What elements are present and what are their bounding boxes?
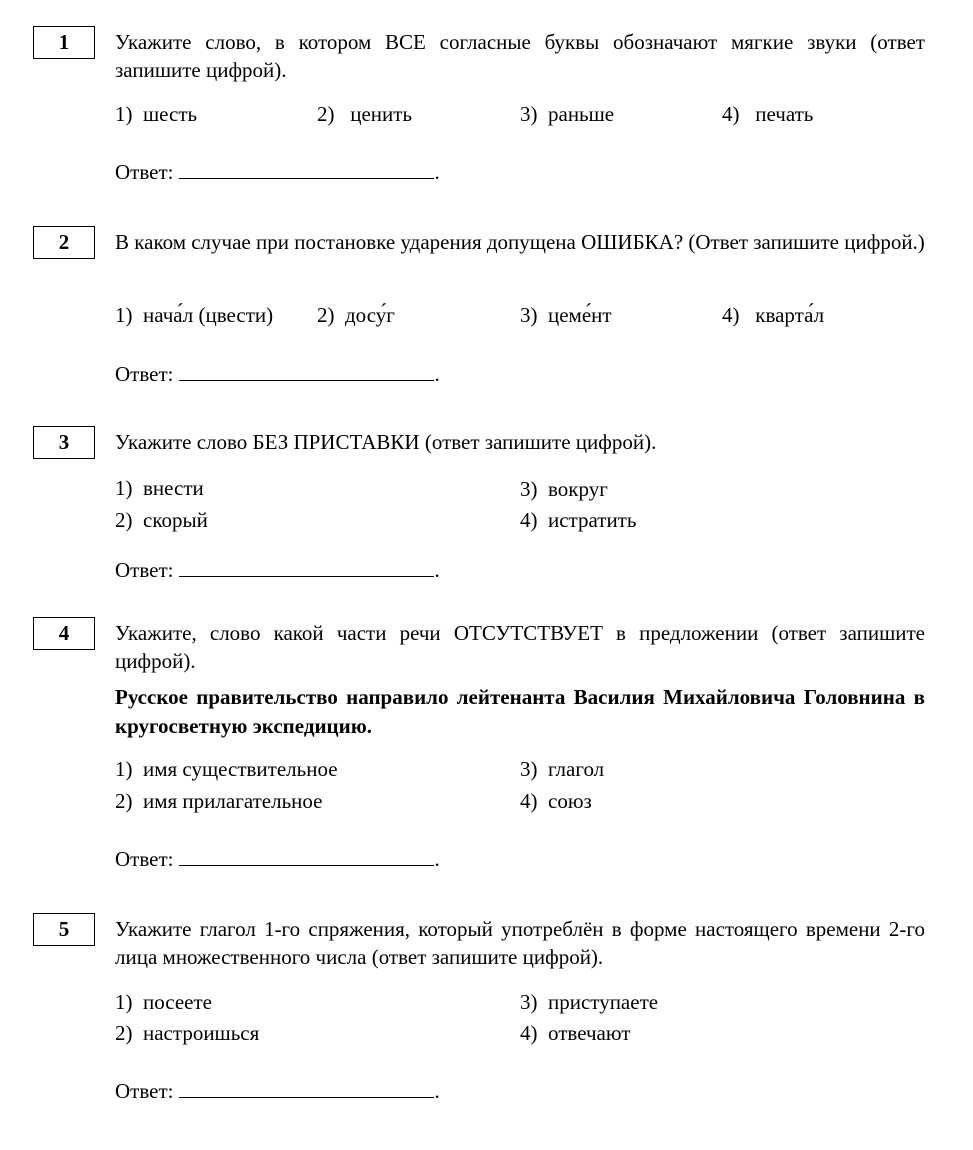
task-number-box: 3 xyxy=(33,426,95,459)
option-number: 4) xyxy=(520,1021,538,1045)
option-2[interactable] xyxy=(115,506,208,534)
task-question: Укажите глагол 1-го спряжения, который употреблён в форме настоящего времени 2-го лица множественного числа (ответ запишите цифрой). xyxy=(115,917,925,969)
option-3[interactable] xyxy=(520,475,608,503)
option-2[interactable] xyxy=(115,787,322,815)
option-text: шесть xyxy=(143,102,198,126)
option-2[interactable] xyxy=(317,301,395,329)
option-text: внести xyxy=(143,476,204,500)
option-number: 4) xyxy=(722,303,740,327)
option-text: раньше xyxy=(548,102,615,126)
answer-label: Ответ: xyxy=(115,558,174,582)
example-sentence: Русское правительство направило лейтенанта Василия Михайловича Головнина в кругосветную экспедицию. xyxy=(115,685,925,738)
option-number: 1) xyxy=(115,757,133,781)
task-number-box: 5 xyxy=(33,913,95,946)
option-number: 1) xyxy=(115,303,133,327)
task-number-box: 2 xyxy=(33,226,95,259)
option-text: приступаете xyxy=(548,990,659,1014)
answer-field[interactable]: Ответ: . xyxy=(115,1079,440,1103)
option-text: посеете xyxy=(143,990,212,1014)
option-1[interactable] xyxy=(115,755,338,783)
option-1[interactable] xyxy=(115,988,212,1016)
option-text: нача́л (цвести) xyxy=(143,303,274,327)
task-question: Укажите слово БЕЗ ПРИСТАВКИ (ответ запишите цифрой). xyxy=(115,430,657,454)
task-question: В каком случае при постановке ударения допущена ОШИБКА? (Ответ запишите цифрой.) xyxy=(115,230,925,254)
option-number: 2) xyxy=(317,102,335,126)
option-3[interactable] xyxy=(520,755,604,783)
option-number: 2) xyxy=(317,303,335,327)
option-number: 2) xyxy=(115,789,133,813)
option-number: 3) xyxy=(520,303,538,327)
answer-field[interactable]: Ответ: . xyxy=(115,160,440,184)
option-4[interactable] xyxy=(722,301,824,329)
option-text: союз xyxy=(548,789,592,813)
option-text: цеме́нт xyxy=(548,303,612,327)
option-text: ценить xyxy=(350,102,413,126)
task-number-box: 1 xyxy=(33,26,95,59)
option-number: 4) xyxy=(520,508,538,532)
option-number: 3) xyxy=(520,990,538,1014)
option-2[interactable] xyxy=(115,1019,259,1047)
option-text: истратить xyxy=(548,508,637,532)
option-3[interactable] xyxy=(520,100,614,128)
option-text: печать xyxy=(755,102,814,126)
option-1[interactable] xyxy=(115,301,273,329)
option-number: 3) xyxy=(520,102,538,126)
option-4[interactable] xyxy=(520,787,592,815)
option-number: 1) xyxy=(115,476,133,500)
answer-line[interactable] xyxy=(179,845,434,866)
option-text: имя существительное xyxy=(143,757,338,781)
option-text: глагол xyxy=(548,757,605,781)
option-text: досу́г xyxy=(345,303,395,327)
answer-line[interactable] xyxy=(179,158,434,179)
option-4[interactable] xyxy=(520,1019,630,1047)
answer-label: Ответ: xyxy=(115,362,174,386)
answer-label: Ответ: xyxy=(115,1079,174,1103)
task-number-box: 4 xyxy=(33,617,95,650)
option-number: 4) xyxy=(520,789,538,813)
answer-label: Ответ: xyxy=(115,160,174,184)
answer-line[interactable] xyxy=(179,1077,434,1098)
answer-field[interactable]: Ответ: . xyxy=(115,847,440,871)
option-number: 1) xyxy=(115,102,133,126)
answer-line[interactable] xyxy=(179,360,434,381)
option-text: кварта́л xyxy=(755,303,825,327)
option-number: 3) xyxy=(520,757,538,781)
option-number: 2) xyxy=(115,1021,133,1045)
option-text: вокруг xyxy=(548,477,608,501)
option-2[interactable] xyxy=(317,100,412,128)
answer-field[interactable]: Ответ: . xyxy=(115,362,440,386)
option-3[interactable] xyxy=(520,301,612,329)
option-4[interactable] xyxy=(722,100,813,128)
option-4[interactable] xyxy=(520,506,636,534)
option-text: скорый xyxy=(143,508,208,532)
option-text: настроишься xyxy=(143,1021,260,1045)
answer-label: Ответ: xyxy=(115,847,174,871)
option-text: отвечают xyxy=(548,1021,631,1045)
task-question: Укажите слово, в котором ВСЕ согласные буквы обозначают мягкие звуки (ответ запишите цифрой). xyxy=(115,30,925,82)
option-text: имя прилагательное xyxy=(143,789,323,813)
option-number: 2) xyxy=(115,508,133,532)
option-1[interactable] xyxy=(115,474,204,502)
answer-line[interactable] xyxy=(179,556,434,577)
option-number: 3) xyxy=(520,477,538,501)
answer-field[interactable]: Ответ: . xyxy=(115,558,440,582)
option-3[interactable] xyxy=(520,988,658,1016)
option-number: 4) xyxy=(722,102,740,126)
option-number: 1) xyxy=(115,990,133,1014)
task-question: Укажите, слово какой части речи ОТСУТСТВУЕТ в предложении (ответ запишите цифрой). xyxy=(115,621,925,673)
option-1[interactable] xyxy=(115,100,197,128)
